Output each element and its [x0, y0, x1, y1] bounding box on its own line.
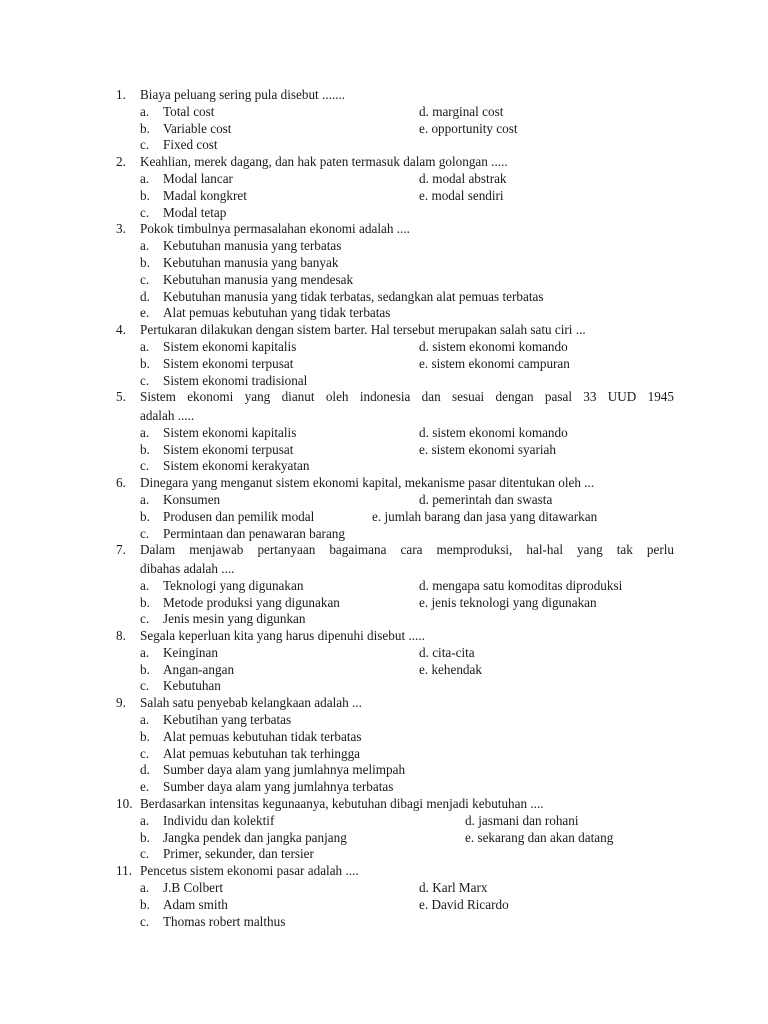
option-row [0, 492, 768, 509]
option-row [0, 645, 768, 662]
question-number: 3. [116, 221, 126, 237]
option-right: e. sistem ekonomi syariah [419, 441, 556, 457]
option-row [0, 662, 768, 679]
option-letter: a. [140, 170, 150, 186]
question-text: Salah satu penyebab kelangkaan adalah ... [140, 695, 362, 711]
option-right: d. cita-cita [419, 644, 475, 660]
option-right: e. sekarang dan akan datang [465, 829, 614, 845]
question-text-line-1: Dalam menjawab pertanyaan bagaimana cara memproduksi, hal-hal yang tak perlu [140, 542, 674, 558]
option-right: d. pemerintah dan swasta [419, 491, 553, 507]
option-row [0, 373, 768, 390]
option-row [0, 255, 768, 272]
option-row [0, 729, 768, 746]
question-text: Keahlian, merek dagang, dan hak paten termasuk dalam golongan ..... [140, 154, 508, 170]
option-letter: b. [140, 728, 150, 744]
question-number: 9. [116, 695, 126, 711]
option-letter: e. [140, 779, 150, 795]
quiz-page [0, 87, 768, 930]
option-row [0, 121, 768, 138]
option-text: Thomas robert malthus [163, 913, 286, 929]
question-4 [0, 322, 768, 389]
option-row [0, 188, 768, 205]
option-row [0, 305, 768, 322]
question-text: Pencetus sistem ekonomi pasar adalah .... [140, 863, 359, 879]
question-text-line-2: adalah ..... [140, 407, 195, 423]
option-letter: b. [140, 594, 150, 610]
option-text: Madal kongkret [163, 187, 247, 203]
option-row [0, 356, 768, 373]
option-right: e. jumlah barang dan jasa yang ditawarkan [372, 508, 598, 524]
question-text-line-2: dibahas adalah .... [140, 560, 235, 576]
option-letter: c. [140, 678, 150, 694]
option-row [0, 846, 768, 863]
question-number: 4. [116, 322, 126, 338]
option-text: Teknologi yang digunakan [163, 577, 304, 593]
option-text: Keinginan [163, 644, 218, 660]
option-letter: a. [140, 238, 150, 254]
option-letter: a. [140, 338, 150, 354]
option-right: e. modal sendiri [419, 187, 504, 203]
question-8 [0, 628, 768, 695]
question-6 [0, 475, 768, 542]
option-row [0, 137, 768, 154]
option-letter: b. [140, 187, 150, 203]
option-text: Alat pemuas kebutuhan tidak terbatas [163, 728, 362, 744]
option-text: Adam smith [163, 896, 228, 912]
option-letter: b. [140, 254, 150, 270]
option-right: e. opportunity cost [419, 120, 518, 136]
option-row [0, 205, 768, 222]
option-right: d. sistem ekonomi komando [419, 424, 568, 440]
option-text: Fixed cost [163, 137, 218, 153]
question-11 [0, 863, 768, 930]
option-row [0, 914, 768, 931]
option-right: e. David Ricardo [419, 896, 509, 912]
option-letter: a. [140, 577, 150, 593]
option-text: Modal lancar [163, 170, 233, 186]
question-text: Pertukaran dilakukan dengan sistem barter. Hal tersebut merupakan salah satu ciri ... [140, 322, 586, 338]
question-text: Biaya peluang sering pula disebut ....... [140, 87, 346, 102]
option-right: d. sistem ekonomi komando [419, 338, 568, 354]
option-row [0, 678, 768, 695]
option-row [0, 442, 768, 459]
option-letter: c. [140, 271, 150, 287]
option-row [0, 425, 768, 442]
option-right: e. kehendak [419, 661, 482, 677]
option-letter: c. [140, 372, 150, 388]
option-text: Variable cost [163, 120, 232, 136]
option-row [0, 880, 768, 897]
option-row [0, 171, 768, 188]
option-letter: a. [140, 712, 150, 728]
option-letter: b. [140, 661, 150, 677]
option-text: Permintaan dan penawaran barang [163, 525, 345, 541]
option-letter: a. [140, 424, 150, 440]
option-letter: c. [140, 913, 150, 929]
question-text: Segala keperluan kita yang harus dipenuhi disebut ..... [140, 628, 425, 644]
option-letter: b. [140, 355, 150, 371]
option-text: Sistem ekonomi kapitalis [163, 424, 297, 440]
option-right: d. mengapa satu komoditas diproduksi [419, 577, 623, 593]
option-letter: a. [140, 644, 150, 660]
option-text: J.B Colbert [163, 880, 224, 896]
option-text: Sistem ekonomi kerakyatan [163, 458, 310, 474]
question-number: 6. [116, 475, 126, 491]
option-right: d. marginal cost [419, 103, 504, 119]
option-letter: c. [140, 525, 150, 541]
option-letter: d. [140, 762, 150, 778]
question-2 [0, 154, 768, 221]
option-row [0, 762, 768, 779]
option-text: Jangka pendek dan jangka panjang [163, 829, 347, 845]
question-number: 7. [116, 542, 126, 558]
option-row [0, 238, 768, 255]
question-text: Dinegara yang menganut sistem ekonomi kapital, mekanisme pasar ditentukan oleh ... [140, 475, 595, 491]
option-right: d. modal abstrak [419, 170, 507, 186]
option-row [0, 595, 768, 612]
question-text-line-1: Sistem ekonomi yang dianut oleh indonesia dan sesuai dengan pasal 33 UUD 1945 [140, 389, 674, 405]
option-text: Kebutuhan manusia yang terbatas [163, 238, 342, 254]
option-letter: c. [140, 137, 150, 153]
option-text: Kebutuhan manusia yang mendesak [163, 271, 354, 287]
option-text: Angan-angan [163, 661, 235, 677]
option-letter: d. [140, 288, 150, 304]
question-5 [0, 389, 768, 475]
option-text: Modal tetap [163, 204, 227, 220]
option-letter: b. [140, 896, 150, 912]
option-row [0, 813, 768, 830]
option-right: e. sistem ekonomi campuran [419, 355, 570, 371]
option-letter: c. [140, 458, 150, 474]
option-letter: c. [140, 846, 150, 862]
option-text: Kebutuhan [163, 678, 221, 694]
option-row [0, 509, 768, 526]
option-text: Sistem ekonomi terpusat [163, 441, 294, 457]
option-text: Jenis mesin yang digunkan [163, 611, 306, 627]
option-row [0, 104, 768, 121]
option-text: Sistem ekonomi kapitalis [163, 338, 297, 354]
option-text: Kebutuhan manusia yang banyak [163, 254, 339, 270]
option-text: Sumber daya alam yang jumlahnya melimpah [163, 762, 406, 778]
option-right: d. jasmani dan rohani [465, 812, 579, 828]
option-row [0, 830, 768, 847]
question-number: 5. [116, 389, 126, 405]
option-right: d. Karl Marx [419, 880, 488, 896]
option-row [0, 779, 768, 796]
option-letter: a. [140, 103, 150, 119]
option-row [0, 578, 768, 595]
option-letter: c. [140, 745, 150, 761]
option-row [0, 339, 768, 356]
option-row [0, 526, 768, 543]
option-row [0, 611, 768, 628]
question-number: 1. [116, 87, 126, 102]
option-letter: b. [140, 508, 150, 524]
option-text: Produsen dan pemilik modal [163, 508, 315, 524]
option-letter: b. [140, 441, 150, 457]
option-row [0, 289, 768, 306]
option-letter: a. [140, 812, 150, 828]
question-number: 11. [116, 863, 132, 879]
question-text: Pokok timbulnya permasalahan ekonomi adalah .... [140, 221, 410, 237]
option-row [0, 897, 768, 914]
option-row [0, 272, 768, 289]
question-9 [0, 695, 768, 796]
option-letter: a. [140, 880, 150, 896]
option-text: Metode produksi yang digunakan [163, 594, 340, 610]
question-1 [0, 87, 768, 154]
option-text: Sistem ekonomi tradisional [163, 372, 308, 388]
option-letter: a. [140, 491, 150, 507]
option-letter: c. [140, 204, 150, 220]
option-row [0, 746, 768, 763]
option-letter: b. [140, 829, 150, 845]
option-text: Total cost [163, 103, 215, 119]
option-text: Sumber daya alam yang jumlahnya terbatas [163, 779, 394, 795]
question-3 [0, 221, 768, 322]
question-number: 2. [116, 154, 126, 170]
option-row [0, 712, 768, 729]
question-text: Berdasarkan intensitas kegunaanya, kebutuhan dibagi menjadi kebutuhan .... [140, 796, 544, 812]
option-text: Alat pemuas kebutuhan tak terhingga [163, 745, 361, 761]
option-text: Sistem ekonomi terpusat [163, 355, 294, 371]
option-letter: b. [140, 120, 150, 136]
option-text: Kebutuhan manusia yang tidak terbatas, sedangkan alat pemuas terbatas [163, 288, 544, 304]
option-text: Kebutihan yang terbatas [163, 712, 292, 728]
option-text: Individu dan kolektif [163, 812, 275, 828]
option-row [0, 458, 768, 475]
option-right: e. jenis teknologi yang digunakan [419, 594, 597, 610]
question-number: 10. [116, 796, 133, 812]
option-text: Primer, sekunder, dan tersier [163, 846, 314, 862]
question-10 [0, 796, 768, 863]
option-letter: c. [140, 611, 150, 627]
option-letter: e. [140, 305, 150, 321]
question-number: 8. [116, 628, 126, 644]
question-7 [0, 542, 768, 628]
option-text: Konsumen [163, 491, 221, 507]
option-text: Alat pemuas kebutuhan yang tidak terbatas [163, 305, 391, 321]
